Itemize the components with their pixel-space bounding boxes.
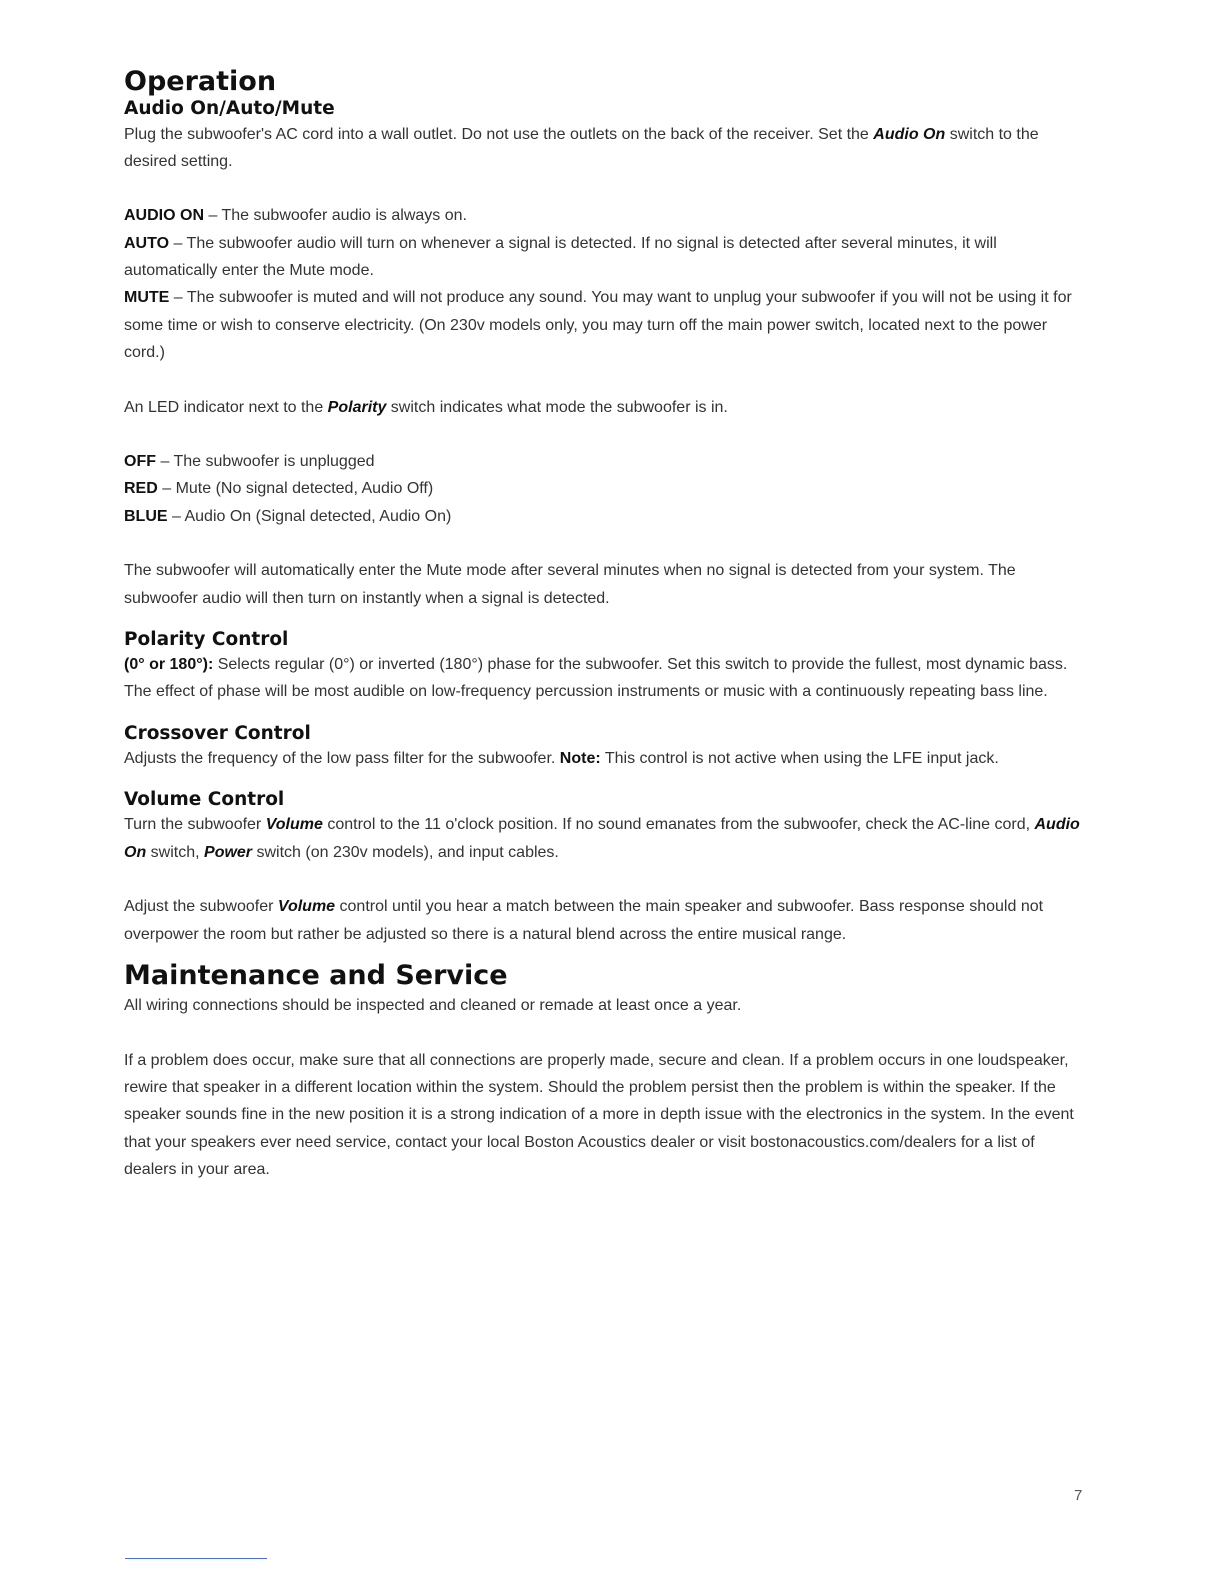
- maintenance-text-2: If a problem does occur, make sure that all connections are properly made, secure and clean. If a problem occurs in one loudspeaker, rewire that speaker in a different location within the system. Should the problem persist then the problem is within the speaker. If the speaker sounds fine in the new position it is a strong indication of a more in depth issue with the electronics in the system. In the event that your speakers ever need service, contact your local Boston Acoustics dealer or visit bostonacoustics.com/dealers for a list of dealers in your area.: [124, 1051, 1074, 1179]
- operation-title: Operation: [124, 66, 277, 97]
- audio-intro: Plug the subwoofer's AC cord into a wall outlet. Do not use the outlets on the back of the receiver. Set the Audio On switch to the desired setting.: [124, 125, 1039, 170]
- volume-heading: Volume Control: [124, 789, 285, 811]
- volume-text-2: Adjust the subwoofer Volume control until you hear a match between the main speaker and subwoofer. Bass response should not overpower the room but rather be adjusted so there is a natural blend across the entire musical range.: [124, 898, 1044, 943]
- manual-page: [124, 66, 1089, 1183]
- footer-rule: [125, 1558, 267, 1559]
- mode-auto: AUTO – The subwoofer audio will turn on whenever a signal is detected. If no signal is detected after several minutes, it will automatically enter the Mute mode.: [124, 234, 997, 280]
- mode-mute: MUTE – The subwoofer is muted and will not produce any sound. You may want to unplug your subwoofer if you will not be using it for some time or wish to conserve electricity. (On 230v models only, you may turn off the main power switch, located next to the power cord.): [124, 289, 1072, 361]
- mode-audio-on: AUDIO ON – The subwoofer audio is always on.: [124, 207, 467, 225]
- crossover-text: Adjusts the frequency of the low pass filter for the subwoofer. Note: This control is not active when using the LFE input jack.: [124, 749, 999, 767]
- maintenance-text-1: All wiring connections should be inspected and cleaned or remade at least once a year.: [124, 997, 742, 1015]
- led-blue: BLUE – Audio On (Signal detected, Audio On): [124, 507, 452, 525]
- polarity-heading: Polarity Control: [124, 628, 289, 650]
- auto-mute-note: The subwoofer will automatically enter the Mute mode after several minutes when no signal is detected from your system. The subwoofer audio will then turn on instantly when a signal is detected.: [124, 562, 1016, 607]
- crossover-heading: Crossover Control: [124, 722, 311, 744]
- polarity-text: (0° or 180°): Selects regular (0°) or inverted (180°) phase for the subwoofer. Set this switch to provide the fullest, most dynamic bass. The effect of phase will be most audible on low-frequency percussion instruments or music with a continuously repeating bass line.: [124, 656, 1068, 701]
- audio-heading: Audio On/Auto/Mute: [124, 98, 335, 120]
- maintenance-title: Maintenance and Service: [124, 959, 508, 991]
- volume-text-1: Turn the subwoofer Volume control to the 11 o'clock position. If no sound emanates from the subwoofer, check the AC-line cord, Audio On switch, Power switch (on 230v models), and input cables.: [124, 816, 1080, 861]
- page-number: 7: [1074, 1487, 1083, 1504]
- led-red: RED – Mute (No signal detected, Audio Off): [124, 480, 434, 498]
- led-intro: An LED indicator next to the Polarity switch indicates what mode the subwoofer is in.: [124, 398, 728, 416]
- led-off: OFF – The subwoofer is unplugged: [124, 453, 375, 471]
